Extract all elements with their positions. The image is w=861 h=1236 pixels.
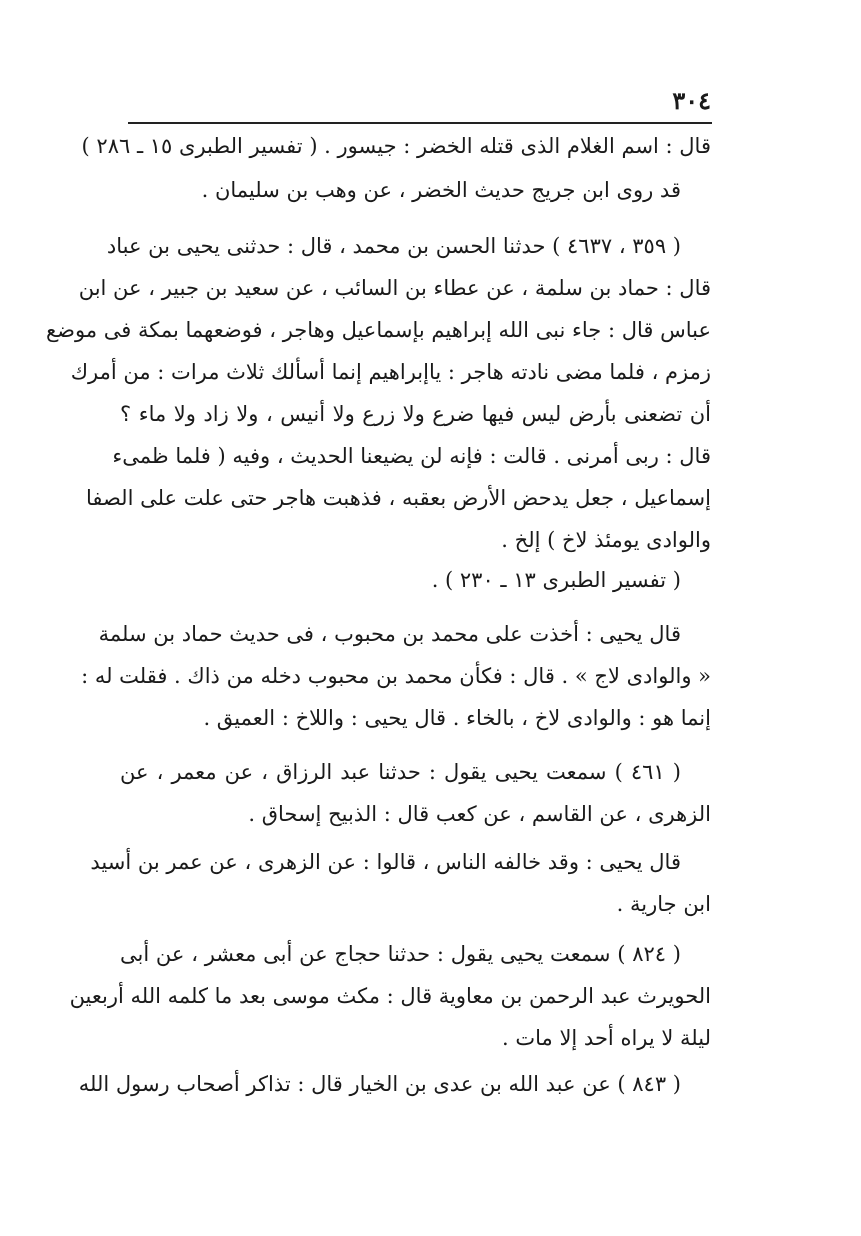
text-line: إسماعيل ، جعل يدحض الأرض بعقبه ، فذهبت هاجر حتى علت على الصفا (85, 486, 711, 510)
text-line: « والوادى لاج » . قال : فكأن محمد بن محبوب دخله من ذاك . فقلت له : (81, 664, 711, 688)
text-line: زمزم ، فلما مضى نادته هاجر : ياإبراهيم إنما أسألك ثلاث مرات : من أمرك (70, 360, 711, 384)
text-line: ( تفسير الطبرى ١٣ ـ ٢٣٠ ) . (431, 568, 681, 592)
page-number: ٣٠٤ (672, 86, 711, 115)
text-line: قال يحيى : وقد خالفه الناس ، قالوا : عن الزهرى ، عن عمر بن أسيد (90, 850, 681, 874)
text-line: إنما هو : والوادى لاخ ، بالخاء . قال يحيى : واللاخ : العميق . (203, 706, 711, 730)
header-rule (128, 122, 712, 124)
text-line: ( ٨٢٤ ) سمعت يحيى يقول : حدثنا حجاج عن أبى معشر ، عن أبى (120, 942, 681, 966)
text-line: ( ٨٤٣ ) عن عبد الله بن عدى بن الخيار قال : تذاكر أصحاب رسول الله (78, 1072, 681, 1096)
text-line: ليلة لا يراه أحد إلا مات . (502, 1026, 711, 1050)
text-line: ( ٤٦١ ) سمعت يحيى يقول : حدثنا عبد الرزاق ، عن معمر ، عن (120, 760, 681, 784)
text-line: الزهرى ، عن القاسم ، عن كعب قال : الذبيح إسحاق . (248, 802, 711, 826)
text-line: والوادى يومئذ لاخ ) إلخ . (501, 528, 711, 552)
text-line: الحويرث عبد الرحمن بن معاوية قال : مكث موسى بعد ما كلمه الله أربعين (69, 984, 711, 1008)
text-line: قال : اسم الغلام الذى قتله الخضر : جيسور . ( تفسير الطبرى ١٥ ـ ٢٨٦ ) (81, 134, 711, 158)
text-line: أن تضعنى بأرض ليس فيها ضرع ولا زرع ولا أنيس ، ولا زاد ولا ماء ؟ (120, 402, 711, 426)
text-line: قد روى ابن جريج حديث الخضر ، عن وهب بن سليمان . (201, 178, 681, 202)
text-line: عباس قال : جاء نبى الله إبراهيم بإسماعيل وهاجر ، فوضعهما بمكة فى موضع (46, 318, 711, 342)
text-line: قال : حماد بن سلمة ، عن عطاء بن السائب ، عن سعيد بن جبير ، عن ابن (78, 276, 711, 300)
text-line: قال يحيى : أخذت على محمد بن محبوب ، فى حديث حماد بن سلمة (98, 622, 681, 646)
text-line: ابن جارية . (616, 892, 711, 916)
text-line: قال : ربى أمرنى . قالت : فإنه لن يضيعنا الحديث ، وفيه ( فلما ظمىء (112, 444, 711, 468)
text-line: ( ٣٥٩ ، ٤٦٣٧ ) حدثنا الحسن بن محمد ، قال : حدثنى يحيى بن عباد (106, 234, 681, 258)
